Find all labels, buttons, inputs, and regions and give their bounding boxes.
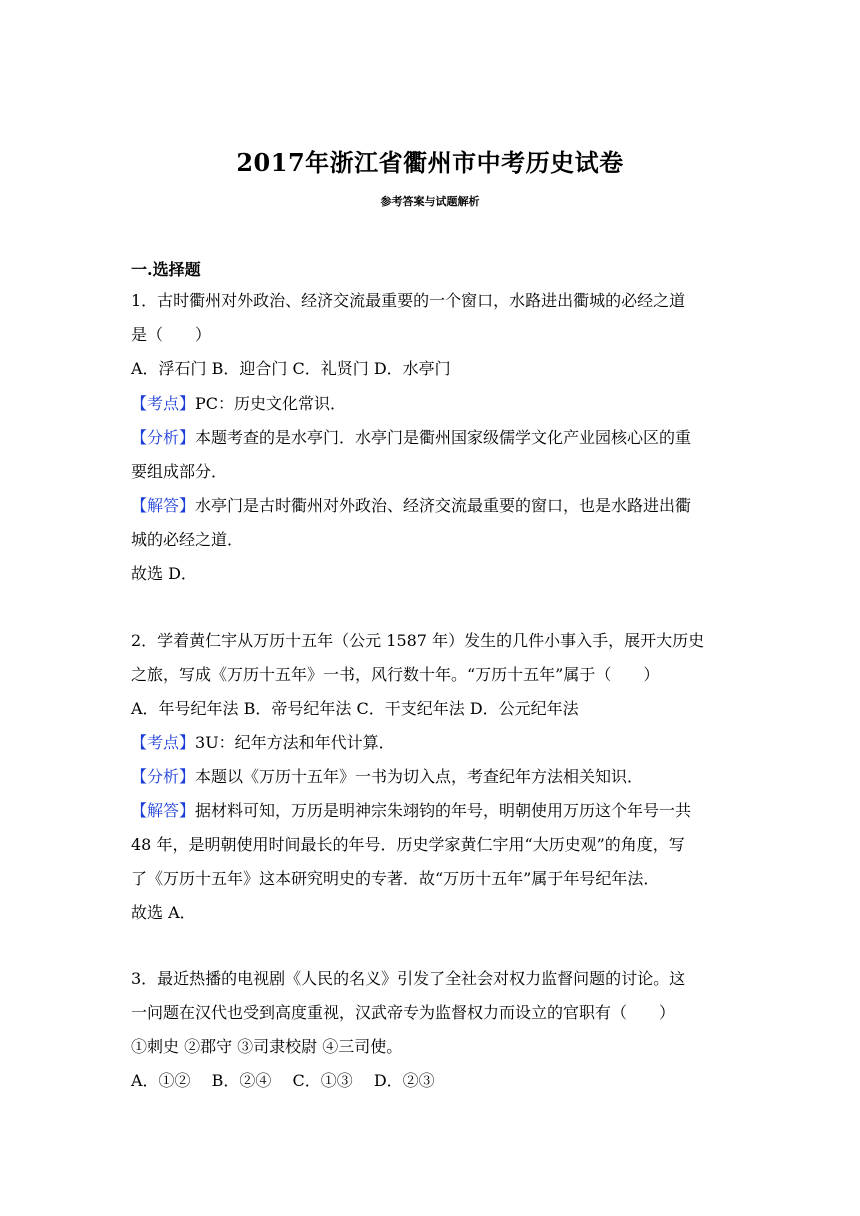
section-heading: 一.选择题 <box>131 260 201 279</box>
q2-jieda-cont: 48 年，是明朝使用时间最长的年号．历史学家黄仁宇用“大历史观”的角度，写 <box>131 835 685 854</box>
q3-stem-line: ①刺史 ②郡守 ③司隶校尉 ④三司使。 <box>131 1037 403 1056</box>
q2-jieda <box>131 800 731 822</box>
q3-stem-line: 一问题在汉代也受到高度重视，汉武帝专为监督权力而设立的官职有（ ） <box>131 1003 676 1022</box>
q1-stem-line: 是（ ） <box>131 325 212 344</box>
q1-fenxi <box>131 427 731 449</box>
q1-options: A．浮石门 B．迎合门 C．礼贤门 D．水亭门 <box>131 359 451 378</box>
jieda-tag: 【解答】 <box>131 496 196 515</box>
fenxi-text: 本题以《万历十五年》一书为切入点，考查纪年方法相关知识． <box>195 767 644 786</box>
q2-options: A．年号纪年法 B．帝号纪年法 C．干支纪年法 D．公元纪年法 <box>131 699 579 718</box>
kaodian-text: 3U：纪年方法和年代计算． <box>195 733 395 752</box>
q1-kaodian <box>131 393 731 415</box>
jieda-tag: 【解答】 <box>131 801 196 820</box>
q3-stem-line: 3．最近热播的电视剧《人民的名义》引发了全社会对权力监督问题的讨论。这 <box>131 969 686 988</box>
q1-jieda <box>131 495 731 517</box>
q1-jieda-cont: 城的必经之道． <box>131 530 244 549</box>
fenxi-tag: 【分析】 <box>131 428 196 447</box>
kaodian-tag: 【考点】 <box>131 394 196 413</box>
q2-stem-line: 2．学着黄仁宇从万历十五年（公元 1587 年）发生的几件小事入手，展开大历史 <box>131 631 705 650</box>
q1-answer: 故选 D． <box>131 564 197 583</box>
q2-fenxi <box>131 766 731 788</box>
q2-jieda-cont: 了《万历十五年》这本研究明史的专著．故“万历十五年”属于年号纪年法． <box>131 869 660 888</box>
fenxi-tag: 【分析】 <box>131 767 196 786</box>
kaodian-tag: 【考点】 <box>131 733 196 752</box>
fenxi-text: 本题考查的是水亭门．水亭门是衢州国家级儒学文化产业园核心区的重 <box>195 428 692 447</box>
document-title: 2017年浙江省衢州市中考历史试卷 <box>236 148 624 177</box>
jieda-text: 据材料可知，万历是明神宗朱翊钧的年号，明朝使用万历这个年号一共 <box>195 801 692 820</box>
q1-stem-line: 1．古时衢州对外政治、经济交流最重要的一个窗口，水路进出衢城的必经之道 <box>131 291 686 310</box>
q2-answer: 故选 A． <box>131 903 196 922</box>
document-subtitle: 参考答案与试题解析 <box>380 195 480 208</box>
jieda-text: 水亭门是古时衢州对外政治、经济交流最重要的窗口，也是水路进出衢 <box>195 496 692 515</box>
q1-fenxi-cont: 要组成部分． <box>131 462 228 481</box>
q2-stem-line: 之旅，写成《万历十五年》一书，风行数十年。“万历十五年”属于（ ） <box>131 665 660 684</box>
q2-kaodian <box>131 732 731 754</box>
q3-options: A．①② B．②④ C．①③ D．②③ <box>131 1071 435 1090</box>
kaodian-text: PC：历史文化常识． <box>195 394 347 413</box>
